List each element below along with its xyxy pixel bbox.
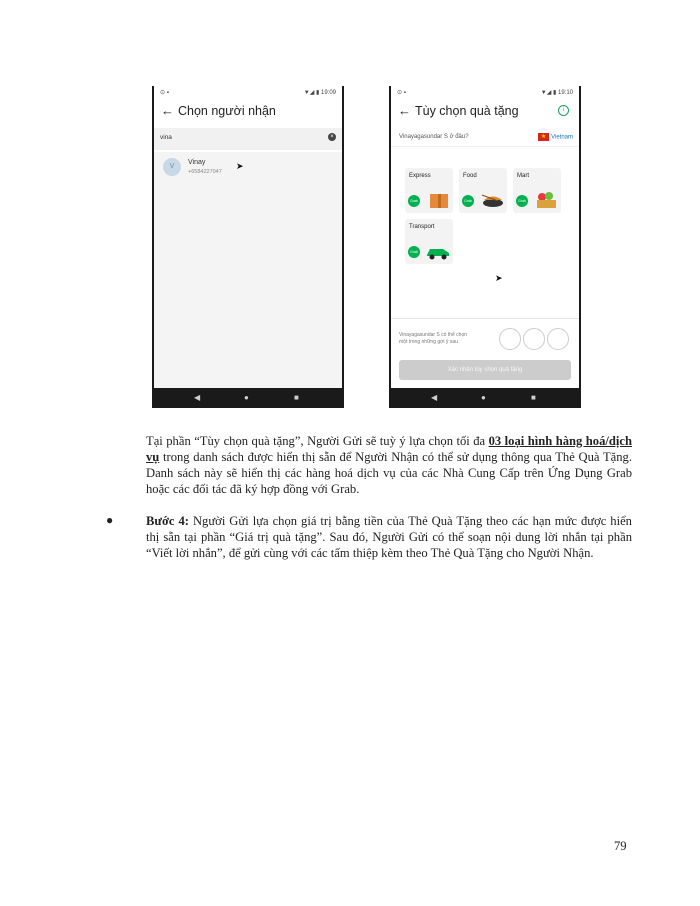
- location-question: Vinayagasundar S ở đâu?: [399, 134, 469, 140]
- grab-badge-icon: Grab: [462, 195, 474, 207]
- language-selector[interactable]: ★ Vietnam: [538, 133, 573, 141]
- gift-slot-empty[interactable]: [523, 328, 545, 350]
- step-label: Bước 4:: [146, 514, 189, 528]
- list-item[interactable]: [154, 152, 342, 182]
- nav-back-icon[interactable]: ◀: [431, 393, 438, 402]
- search-row[interactable]: [154, 128, 342, 150]
- category-card-mart[interactable]: Mart Grab: [513, 168, 561, 213]
- divider: [391, 318, 579, 319]
- category-card-food[interactable]: Food Grab: [459, 168, 507, 213]
- app-bar: [154, 100, 342, 124]
- package-box-icon: [426, 191, 450, 209]
- contact-list: [154, 152, 342, 388]
- status-bar: [391, 86, 579, 100]
- avatar: V: [163, 158, 181, 176]
- android-nav-bar: [154, 388, 342, 408]
- gift-slot-empty[interactable]: [547, 328, 569, 350]
- page-number: 79: [614, 839, 627, 853]
- screen-title: Chọn người nhận: [178, 104, 276, 118]
- bullet-icon: ●: [106, 513, 114, 527]
- screenshot-gift-options: [389, 86, 581, 408]
- nav-back-icon[interactable]: ◀: [194, 393, 201, 402]
- choose-hint: Vinayagasundar S có thể chọn một trong những gợi ý sau: [399, 332, 468, 345]
- contact-phone: +6584227047: [188, 169, 222, 175]
- category-card-transport[interactable]: Transport Grab: [405, 219, 453, 264]
- confirm-gift-options-button[interactable]: Xác nhận tùy chọn quà tặng: [399, 360, 571, 380]
- gift-slot-empty[interactable]: [499, 328, 521, 350]
- info-icon[interactable]: i: [558, 105, 569, 116]
- status-time: ▼◢ ▮ 19:10: [540, 90, 573, 96]
- android-nav-bar: [391, 388, 579, 408]
- mouse-cursor-icon: ➤: [236, 161, 244, 171]
- highlight-text: 03 loại hình hàng hoá/dịch vụ: [146, 434, 633, 464]
- back-arrow-icon[interactable]: ←: [398, 103, 411, 118]
- back-arrow-icon[interactable]: ←: [161, 103, 174, 118]
- status-bar: [154, 86, 342, 100]
- grocery-basket-icon: [534, 191, 558, 209]
- status-time: ▼◢ ▮ 19:09: [303, 90, 336, 96]
- grab-badge-icon: Grab: [408, 246, 420, 258]
- mouse-cursor-icon: ➤: [495, 273, 503, 283]
- nav-recent-icon[interactable]: ■: [294, 393, 299, 402]
- gift-options-paragraph: Tại phần “Tùy chọn quà tặng”, Người Gửi sẽ tuỳ ý lựa chọn tối đa 03 loại hình hàng hoá/dịch vụ trong danh sách được hiển thị sẵn để Người Nhận có thể sử dụng thông qua Thẻ Quà Tặng. Danh sách này sẽ hiển thị các hàng hoá dịch vụ của các Nhà Cung Cấp trên Ứng Dụng Grab hoặc các đối tác đã ký hợp đồng với Grab.: [146, 434, 633, 496]
- nav-home-icon[interactable]: ●: [481, 393, 486, 402]
- vietnam-flag-icon: ★: [538, 133, 549, 141]
- grab-badge-icon: Grab: [408, 195, 420, 207]
- app-bar: [391, 100, 579, 124]
- search-input[interactable]: vina: [160, 134, 172, 141]
- category-card-express[interactable]: Express Grab: [405, 168, 453, 213]
- food-bowl-icon: [480, 191, 504, 209]
- status-icons: ⊙ ▪: [397, 90, 406, 96]
- clear-icon[interactable]: ×: [328, 133, 336, 141]
- screenshot-choose-recipient: [152, 86, 344, 408]
- grab-badge-icon: Grab: [516, 195, 528, 207]
- nav-recent-icon[interactable]: ■: [531, 393, 536, 402]
- status-icons: ⊙ ▪: [160, 90, 169, 96]
- nav-home-icon[interactable]: ●: [244, 393, 249, 402]
- step-4-paragraph: Bước 4: Người Gửi lựa chọn giá trị bằng tiền của Thẻ Quà Tặng theo các hạn mức được hiển thị sẵn tại phần “Giá trị quà tặng”. Sau đó, Người Gửi có thể soạn nội dung lời nhắn tại phần “Viết lời nhắn”, để gửi cùng với các tấm thiệp kèm theo Thẻ Quà Tặng cho Người Nhận.: [146, 514, 632, 560]
- location-row: [391, 130, 579, 147]
- contact-name: Vinay: [188, 159, 206, 166]
- screen-title: Tùy chọn quà tặng: [415, 104, 519, 118]
- car-icon: [426, 242, 450, 260]
